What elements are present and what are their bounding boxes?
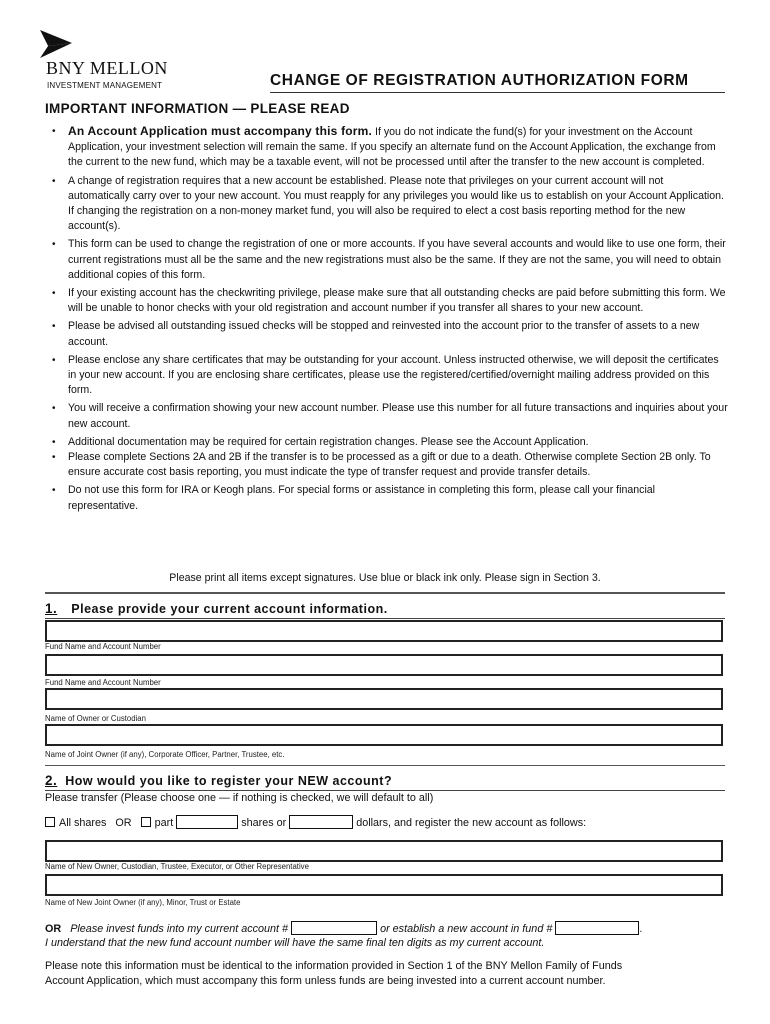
current-fund-account-field-1[interactable] — [45, 620, 723, 642]
section-1-title — [45, 601, 388, 616]
transfer-options-row — [45, 815, 586, 829]
section-2-title-rule — [45, 790, 725, 791]
field-label: Name of Joint Owner (if any), Corporate Officer, Partner, Trustee, etc. — [45, 750, 285, 759]
new-joint-owner-field[interactable] — [45, 874, 723, 896]
identical-note-line-1: Please note this information must be identical to the information provided in Section 1 of the BNY Mellon Family of Funds — [45, 960, 623, 972]
bullet-text: If your existing account has the checkwriting privilege, please make sure that all outstanding checks are paid before submitting this form. We will be unable to honor checks with your old registration and account number if you transfer all shares to your new account. — [68, 287, 726, 315]
list-item — [48, 319, 728, 349]
list-item — [48, 286, 728, 316]
form-title: CHANGE OF REGISTRATION AUTHORIZATION FORM — [270, 72, 689, 89]
section-1-number: 1. — [45, 601, 58, 616]
list-item — [48, 124, 728, 171]
section-1-title-rule — [45, 618, 725, 619]
bullet-text: Please be advised all outstanding issued checks will be stopped and reinvested into the account prior to the transfer of assets to a new account. — [68, 320, 700, 348]
owner-custodian-field[interactable] — [45, 688, 723, 710]
section-1-divider — [45, 592, 725, 594]
bullet-text: You will receive a confirmation showing your new account number. Please use this number for all future transactions and inquiries about your new account. — [68, 402, 728, 430]
current-fund-account-field-2[interactable] — [45, 654, 723, 676]
bullet-text: Do not use this form for IRA or Keogh plans. For special forms or assistance in completing this form, please call your financial representative. — [68, 484, 656, 512]
or-heading: OR — [45, 923, 62, 935]
identical-note-line-2: Account Application, which must accompany this form unless funds are being invested into a current account number. — [45, 975, 606, 987]
bullet-text: Please complete Sections 2A and 2B if the transfer is to be processed as a gift or due to a death. Otherwise complete Section 2B only. To ensure accurate cost basis reporting, you must indicate the type of transfer request and provide transfer details. — [68, 451, 711, 479]
section-1-heading: Please provide your current account information. — [71, 602, 388, 616]
section-2-divider — [45, 765, 725, 766]
dollars-amount-input[interactable] — [289, 815, 353, 829]
all-shares-checkbox[interactable] — [45, 817, 55, 827]
list-item — [48, 483, 728, 513]
current-account-number-input[interactable] — [291, 921, 377, 935]
all-shares-label: All shares — [59, 817, 107, 829]
joint-owner-field[interactable] — [45, 724, 723, 746]
title-divider — [270, 92, 725, 93]
new-fund-number-input[interactable] — [555, 921, 639, 935]
field-label: Name of New Joint Owner (if any), Minor, Trust or Estate — [45, 898, 241, 907]
shares-amount-input[interactable] — [176, 815, 238, 829]
shares-or-label: shares or — [241, 817, 287, 829]
list-item — [48, 174, 728, 235]
dollars-label: dollars, and register the new account as follows: — [356, 817, 587, 829]
important-heading: IMPORTANT INFORMATION — PLEASE READ — [45, 101, 350, 116]
or-label: OR — [115, 817, 132, 829]
brand-subtitle: INVESTMENT MANAGEMENT — [47, 81, 163, 90]
list-item — [48, 450, 728, 480]
bullet-text: A change of registration requires that a new account be established. Please note that privileges on your current account will not automatically carry over to your new account. You must reapply for any privileges you would like us to establish on your Account Application. If changing the registration on a non-money market fund, you will also be required to elect a cost basis reporting method for the new account(s). — [68, 174, 724, 233]
brand-name: BNY MELLON — [46, 58, 168, 78]
part-checkbox[interactable] — [141, 817, 151, 827]
invest-row: OR Please invest funds into my current account # or establish a new account in fund # . — [45, 923, 643, 935]
list-item — [48, 237, 728, 283]
bullet-text: Additional documentation may be required for certain registration changes. Please see the Account Application. — [68, 435, 589, 448]
list-item — [48, 401, 728, 431]
field-label: Fund Name and Account Number — [45, 642, 161, 651]
part-label: part — [154, 817, 174, 829]
list-item — [48, 435, 728, 450]
section-2-title — [45, 773, 392, 788]
field-label: Fund Name and Account Number — [45, 678, 161, 687]
list-item — [48, 353, 728, 399]
field-label: Name of New Owner, Custodian, Trustee, Executor, or Other Representative — [45, 862, 309, 871]
section-2-number: 2. — [45, 773, 58, 788]
print-instructions: Please print all items except signatures. Use blue or black ink only. Please sign in Section 3. — [169, 572, 601, 584]
section-2-heading: How would you like to register your NEW account? — [65, 774, 393, 788]
establish-text: or establish a new account in fund # — [380, 923, 553, 935]
important-list — [48, 124, 728, 517]
field-label: Name of Owner or Custodian — [45, 714, 146, 723]
bullet-text: If you do not indicate the fund(s) for your investment on the Account Application, your investment selection will remain the same. If you specify an alternate fund on the Account Application, the exchange from the current to the new fund, which may be a taxable event, will not be processed until after the transfer to the new account is completed. — [68, 126, 716, 169]
invest-text: Please invest funds into my current account # — [70, 923, 289, 935]
understand-text: I understand that the new fund account number will have the same final ten digits as my current account. — [45, 937, 545, 949]
bullet-text: Please enclose any share certificates that may be outstanding for your account. Unless instructed otherwise, we will deposit the certificates in your new account. If you are enclosing share certificates, please use the registered/certified/overnight mailing address provided on this form. — [68, 353, 719, 397]
new-owner-field[interactable] — [45, 840, 723, 862]
bullet-text: This form can be used to change the registration of one or more accounts. If you have several accounts and would like to use one form, their current registrations must all be the same and the new registrations must also be the same. If they are not the same, you will need to obtain additional copies of this form. — [68, 238, 726, 281]
transfer-prompt: Please transfer (Please choose one — if nothing is checked, we will default to all) — [45, 792, 434, 804]
bny-mellon-logo-icon — [38, 30, 74, 58]
bullet-bold-text: An Account Application must accompany this form. — [68, 124, 373, 138]
